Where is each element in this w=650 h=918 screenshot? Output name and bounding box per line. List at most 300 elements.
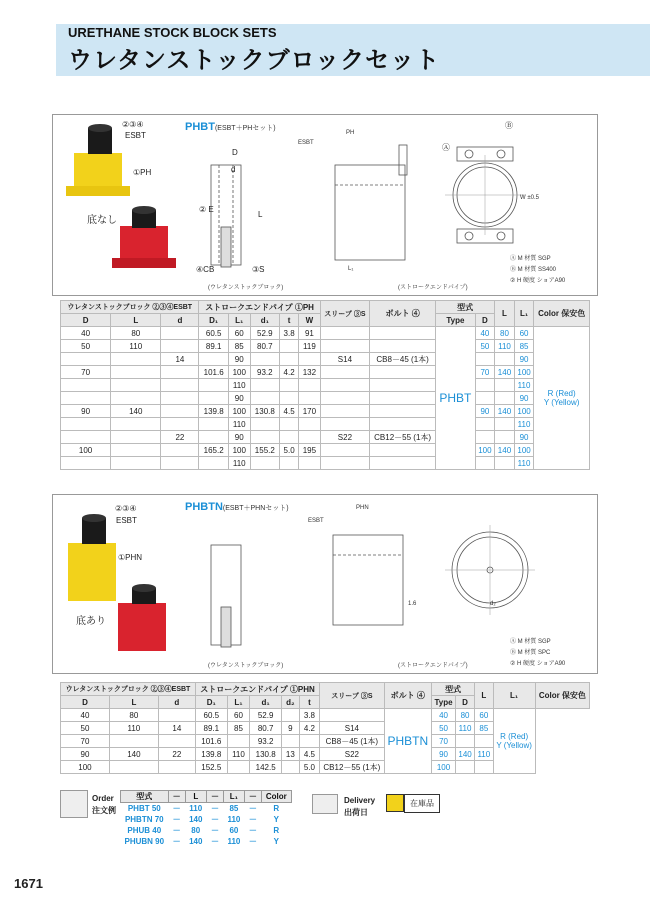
table-cell <box>227 735 250 748</box>
table-cell: － <box>210 804 219 813</box>
table-cell: 110 <box>475 748 493 761</box>
table-cell: 110 <box>227 815 241 824</box>
table-cell: 90 <box>61 405 111 418</box>
label-E: ② E <box>199 205 214 214</box>
table-cell <box>495 457 515 470</box>
photo-phn-label: ①PHN <box>118 553 143 562</box>
table-cell: 14 <box>158 722 195 735</box>
table-cell <box>250 392 280 405</box>
table-cell <box>495 379 515 392</box>
table-cell: CB12－55 (1本) <box>370 431 436 444</box>
caption-pipe-2: (ストロークエンドパイプ) <box>398 663 468 669</box>
col-D-2: D <box>61 696 110 709</box>
table-cell <box>320 392 369 405</box>
material-a-2: Ⓐ M 材質 SGP <box>510 639 551 645</box>
table-cell: CB8－45 (1本) <box>370 353 436 366</box>
col-type: Type <box>436 314 475 327</box>
table-cell: 93.2 <box>250 366 280 379</box>
table-cell: 70 <box>61 366 111 379</box>
table-cell <box>280 379 299 392</box>
table-cell <box>456 761 475 774</box>
red-pipe <box>118 603 166 651</box>
table-cell <box>475 418 495 431</box>
col-t-2: t <box>299 696 320 709</box>
table-cell: 3.8 <box>299 709 320 722</box>
table-cell: 90 <box>228 431 250 444</box>
table-cell <box>61 418 111 431</box>
table-cell <box>370 327 436 340</box>
col-D1-2: D₁ <box>195 696 227 709</box>
table-cell <box>456 735 475 748</box>
dim-D: D <box>232 148 238 157</box>
col-D: D <box>61 314 111 327</box>
table-cell <box>161 340 199 353</box>
table-cell <box>109 735 158 748</box>
table-cell: 101.6 <box>195 735 227 748</box>
table-cell <box>250 431 280 444</box>
delivery-label-jp: 出荷日 <box>344 808 368 817</box>
table-cell <box>111 366 161 379</box>
table-cell: 100 <box>61 761 110 774</box>
table-cell <box>280 431 299 444</box>
table-cell: 40 <box>432 709 456 722</box>
table-cell: 50 <box>61 340 111 353</box>
table-cell <box>158 761 195 774</box>
table-cell: 4.5 <box>280 405 299 418</box>
table-cell: 5.0 <box>280 444 299 457</box>
table-cell: 14 <box>161 353 199 366</box>
dim-d2: d₂ <box>490 601 496 607</box>
table-cell: 140 <box>495 366 515 379</box>
phbt-spec-table <box>60 300 590 470</box>
table-cell: 100 <box>228 405 250 418</box>
table-cell: 101.6 <box>199 366 229 379</box>
table-cell: 50 <box>432 722 456 735</box>
table-cell: 89.1 <box>199 340 229 353</box>
table-cell: Y <box>273 837 279 846</box>
table-cell: 110 <box>514 457 534 470</box>
table-cell <box>161 392 199 405</box>
phbt-photo <box>60 118 180 288</box>
table-cell <box>280 353 299 366</box>
sleeve-header: スリーブ ③S <box>320 301 369 327</box>
table-cell: 90 <box>514 431 534 444</box>
L1-header-2: L₁ <box>493 683 535 709</box>
table-cell: 100 <box>432 761 456 774</box>
marker-b: Ⓑ <box>505 121 513 130</box>
table-cell <box>320 327 369 340</box>
table-cell <box>370 418 436 431</box>
marker-a: Ⓐ <box>442 143 450 152</box>
model-header: 型式 <box>436 301 495 314</box>
table-cell <box>109 761 158 774</box>
material-a: Ⓐ M 材質 SGP <box>510 256 551 262</box>
order-row <box>121 825 292 836</box>
table-cell: － <box>248 815 257 824</box>
table-cell: 110 <box>514 379 534 392</box>
table-cell: 85 <box>475 722 493 735</box>
table-cell: 100 <box>228 444 250 457</box>
table-cell: 130.8 <box>250 748 282 761</box>
yellow-pipe <box>68 543 116 601</box>
table-cell <box>320 405 369 418</box>
table-cell: 90 <box>514 392 534 405</box>
table-cell: 50 <box>475 340 495 353</box>
table-cell: 80.7 <box>250 722 282 735</box>
table-cell: 22 <box>158 748 195 761</box>
table-cell: － <box>210 815 219 824</box>
table-cell: 52.9 <box>250 709 282 722</box>
table-cell: － <box>172 815 181 824</box>
table-cell: 119 <box>299 340 321 353</box>
table-cell <box>161 418 199 431</box>
order-h-color: Color <box>261 791 291 803</box>
table-cell <box>111 353 161 366</box>
table-cell: － <box>248 826 257 835</box>
table-cell: － <box>248 804 257 813</box>
table-cell: R (Red) Y (Yellow) <box>534 327 590 470</box>
table-cell: 110 <box>514 418 534 431</box>
table-cell: 13 <box>282 748 300 761</box>
table-cell <box>250 353 280 366</box>
table-cell: 91 <box>299 327 321 340</box>
table-cell <box>61 431 111 444</box>
table-cell <box>161 405 199 418</box>
table-cell: 60.5 <box>199 327 229 340</box>
table-row <box>61 431 590 444</box>
order-example: 型式 － L － L₁ － Color PHBT 50 － 110 － 85 － R PHBTN 70 － 140 － 110 － Y PHUB 40 － 80 － 60 － R PHUBN 90 － 140 － 110 － Y <box>120 790 292 847</box>
table-row <box>61 392 590 405</box>
table-cell: 110 <box>456 722 475 735</box>
table-cell <box>370 444 436 457</box>
table-cell: PHUB 40 <box>127 826 162 835</box>
table-cell: 90 <box>514 353 534 366</box>
table-cell <box>61 392 111 405</box>
table-cell <box>475 735 493 748</box>
phone-icon <box>60 790 88 818</box>
color-header: Color 保安色 <box>534 301 590 327</box>
table-cell: 80 <box>109 709 158 722</box>
photo-esbt-label: ESBT <box>125 131 146 140</box>
table-cell <box>475 761 493 774</box>
delivery-label-en: Delivery <box>344 796 376 805</box>
table-cell <box>161 457 199 470</box>
material-h-2: ② H 硬度 ショアA90 <box>510 661 566 667</box>
table-cell: 132 <box>299 366 321 379</box>
table-cell: 85 <box>514 340 534 353</box>
table-cell: S22 <box>320 748 384 761</box>
table-cell: PHUBN 90 <box>124 837 165 846</box>
col-type-D: D <box>475 314 495 327</box>
color-header-2: Color 保安色 <box>535 683 589 709</box>
table-cell: 89.1 <box>195 722 227 735</box>
table-cell <box>227 761 250 774</box>
table-cell <box>161 327 199 340</box>
table-cell: － <box>172 837 181 846</box>
photo-parts-label: ②③④ <box>122 120 144 129</box>
table-cell: 4.2 <box>299 722 320 735</box>
table-cell <box>280 340 299 353</box>
bolt-header: ボルト ④ <box>370 301 436 327</box>
table-cell: 142.5 <box>250 761 282 774</box>
table-cell: 100 <box>228 366 250 379</box>
table-cell <box>320 709 384 722</box>
order-h-L1: L₁ <box>223 791 244 803</box>
table-cell <box>280 457 299 470</box>
table-cell <box>161 366 199 379</box>
table-cell <box>299 353 321 366</box>
page-number: 1671 <box>14 876 43 891</box>
photo-note: 底なし <box>87 215 117 226</box>
table-cell: 4.5 <box>299 748 320 761</box>
table-cell: 100 <box>514 405 534 418</box>
label-esbt-2: ESBT <box>308 518 324 524</box>
table-cell: 110 <box>111 340 161 353</box>
table-cell: 60 <box>228 327 250 340</box>
table-cell <box>158 709 195 722</box>
table-cell: 50 <box>61 722 110 735</box>
table-cell <box>111 457 161 470</box>
table-cell: 110 <box>228 457 250 470</box>
table-cell: 110 <box>189 804 203 813</box>
table-cell: 60 <box>475 709 493 722</box>
table-cell <box>299 379 321 392</box>
table-cell <box>475 392 495 405</box>
table-row <box>61 418 590 431</box>
table-cell: CB8－45 (1本) <box>320 735 384 748</box>
table-cell: 100 <box>61 444 111 457</box>
stock-icon <box>386 794 404 812</box>
table-cell <box>370 340 436 353</box>
table-cell: Y <box>273 815 279 824</box>
col-d1-2: d₁ <box>250 696 282 709</box>
col-t: t <box>280 314 299 327</box>
group2-header: ストロークエンドパイプ ①PH <box>199 301 320 314</box>
table-cell: 80 <box>456 709 475 722</box>
table-cell: 40 <box>475 327 495 340</box>
table-cell: 110 <box>228 379 250 392</box>
table-cell <box>299 431 321 444</box>
col-L1: L₁ <box>228 314 250 327</box>
table-cell <box>161 379 199 392</box>
table-cell: PHBTN <box>384 709 431 774</box>
table-cell <box>495 353 515 366</box>
table-cell: 100 <box>514 444 534 457</box>
dim-d: d <box>231 165 236 174</box>
table-cell <box>320 366 369 379</box>
table-cell <box>111 418 161 431</box>
table-cell: 170 <box>299 405 321 418</box>
table-row <box>61 327 590 340</box>
table-cell: 80 <box>191 826 201 835</box>
bolt-header-2: ボルト ④ <box>384 683 431 709</box>
table-cell: R (Red) Y (Yellow) <box>493 709 535 774</box>
L-header: L <box>495 301 515 327</box>
table-cell: R <box>273 804 280 813</box>
table-cell <box>111 392 161 405</box>
caption-block: (ウレタンストックブロック) <box>208 285 284 291</box>
dim-16: 1.6 <box>408 601 417 607</box>
table-row <box>61 366 590 379</box>
truck-icon <box>312 794 338 814</box>
table-cell <box>199 392 229 405</box>
table-cell <box>61 457 111 470</box>
caption-pipe: (ストロークエンドパイプ) <box>398 285 468 291</box>
material-b: Ⓑ M 材質 SS400 <box>510 267 557 273</box>
photo-note-2: 底あり <box>76 616 106 627</box>
table-cell <box>475 353 495 366</box>
table-cell: 110 <box>109 722 158 735</box>
sleeve-header-2: スリーブ ③S <box>320 683 384 709</box>
material-h: ② H 硬度 ショアA90 <box>510 278 566 284</box>
phbtn-title: PHBTN(ESBT＋PHNセット) <box>185 501 289 513</box>
order-row <box>121 814 292 825</box>
title-en: URETHANE STOCK BLOCK SETS <box>68 25 277 40</box>
table-row <box>61 709 590 722</box>
col-L: L <box>111 314 161 327</box>
table-cell: 140 <box>111 405 161 418</box>
dim-l1: L₁ <box>348 266 354 272</box>
table-cell: 80 <box>111 327 161 340</box>
table-cell <box>475 379 495 392</box>
table-cell: 40 <box>61 327 111 340</box>
table-cell: 90 <box>228 392 250 405</box>
col-d1: d₁ <box>250 314 280 327</box>
table-row <box>61 340 590 353</box>
table-cell: 140 <box>495 405 515 418</box>
order-row <box>121 836 292 847</box>
table-cell <box>370 405 436 418</box>
dim-L: L <box>258 210 263 219</box>
col-d: d <box>161 314 199 327</box>
order-h-model: 型式 <box>121 791 169 803</box>
table-cell: － <box>210 826 219 835</box>
label-phn: PHN <box>356 505 369 511</box>
table-cell <box>299 457 321 470</box>
dim-w: W ±0.5 <box>520 195 539 201</box>
table-cell: 60 <box>227 709 250 722</box>
table-cell <box>320 457 369 470</box>
photo-ph-label: ①PH <box>133 168 152 177</box>
table-cell <box>495 418 515 431</box>
table-cell: － <box>172 804 181 813</box>
table-cell: 90 <box>228 353 250 366</box>
col-type-2: Type <box>432 696 456 709</box>
table-cell: 5.0 <box>299 761 320 774</box>
table-cell <box>475 457 495 470</box>
table-cell <box>158 735 195 748</box>
table-cell <box>370 366 436 379</box>
table-cell: 3.8 <box>280 327 299 340</box>
label-esbt: ESBT <box>298 140 314 146</box>
table-cell <box>320 379 369 392</box>
col-type-D-2: D <box>456 696 475 709</box>
table-cell <box>282 709 300 722</box>
table-cell: 80.7 <box>250 340 280 353</box>
table-cell: CB12－55 (1本) <box>320 761 384 774</box>
table-cell: PHBT 50 <box>127 804 161 813</box>
col-D1: D₁ <box>199 314 229 327</box>
table-cell <box>282 761 300 774</box>
table-cell: － <box>172 826 181 835</box>
order-h-L: L <box>185 791 206 803</box>
table-cell <box>320 340 369 353</box>
table-cell <box>370 457 436 470</box>
table-cell <box>280 392 299 405</box>
table-cell: S14 <box>320 353 369 366</box>
table-cell: R <box>273 826 280 835</box>
table-cell <box>199 457 229 470</box>
table-cell <box>199 353 229 366</box>
table-cell <box>495 431 515 444</box>
table-cell: 85 <box>229 804 239 813</box>
order-row <box>121 803 292 815</box>
table-cell: 80 <box>495 327 515 340</box>
title-jp: ウレタンストックブロックセット <box>68 47 441 74</box>
table-cell <box>320 418 369 431</box>
phbtn-spec-table <box>60 682 590 774</box>
table-cell <box>299 735 320 748</box>
col-d-2: d <box>158 696 195 709</box>
table-cell: 110 <box>227 837 241 846</box>
group1-header-2: ウレタンストックブロック ②③④ESBT <box>61 683 196 696</box>
table-cell: 4.2 <box>280 366 299 379</box>
col-L-2: L <box>109 696 158 709</box>
table-row <box>61 353 590 366</box>
material-b-2: Ⓑ M 材質 SPC <box>510 650 551 656</box>
table-cell: 90 <box>475 405 495 418</box>
table-cell: － <box>210 837 219 846</box>
table-row <box>61 379 590 392</box>
table-cell <box>111 431 161 444</box>
table-cell: PHBTN 70 <box>124 815 164 824</box>
table-cell <box>199 431 229 444</box>
table-cell: 100 <box>514 366 534 379</box>
label-cb: ④CB <box>196 265 215 274</box>
L-header-2: L <box>475 683 493 709</box>
table-cell: 140 <box>109 748 158 761</box>
L1-header: L₁ <box>514 301 534 327</box>
table-cell <box>280 418 299 431</box>
group1-header: ウレタンストックブロック ②③④ESBT <box>61 301 199 314</box>
table-cell <box>250 379 280 392</box>
table-cell <box>61 379 111 392</box>
table-cell <box>282 735 300 748</box>
table-cell <box>161 444 199 457</box>
table-cell: 60 <box>514 327 534 340</box>
table-cell: 140 <box>495 444 515 457</box>
table-cell: 100 <box>475 444 495 457</box>
table-cell <box>199 379 229 392</box>
table-cell <box>495 392 515 405</box>
table-cell: 22 <box>161 431 199 444</box>
table-cell: S14 <box>320 722 384 735</box>
table-cell: 70 <box>61 735 110 748</box>
table-cell <box>299 392 321 405</box>
phbt-title: PHBT(ESBT＋PHセット) <box>185 121 276 133</box>
table-cell: 85 <box>227 722 250 735</box>
table-cell: 9 <box>282 722 300 735</box>
order-label-jp: 注文例 <box>92 806 116 815</box>
table-cell <box>299 418 321 431</box>
table-cell: 60.5 <box>195 709 227 722</box>
table-cell <box>250 457 280 470</box>
table-cell: 140 <box>189 815 203 824</box>
table-row <box>61 444 590 457</box>
table-cell: 130.8 <box>250 405 280 418</box>
col-d2-2: d₂ <box>282 696 300 709</box>
table-cell: 110 <box>227 748 250 761</box>
